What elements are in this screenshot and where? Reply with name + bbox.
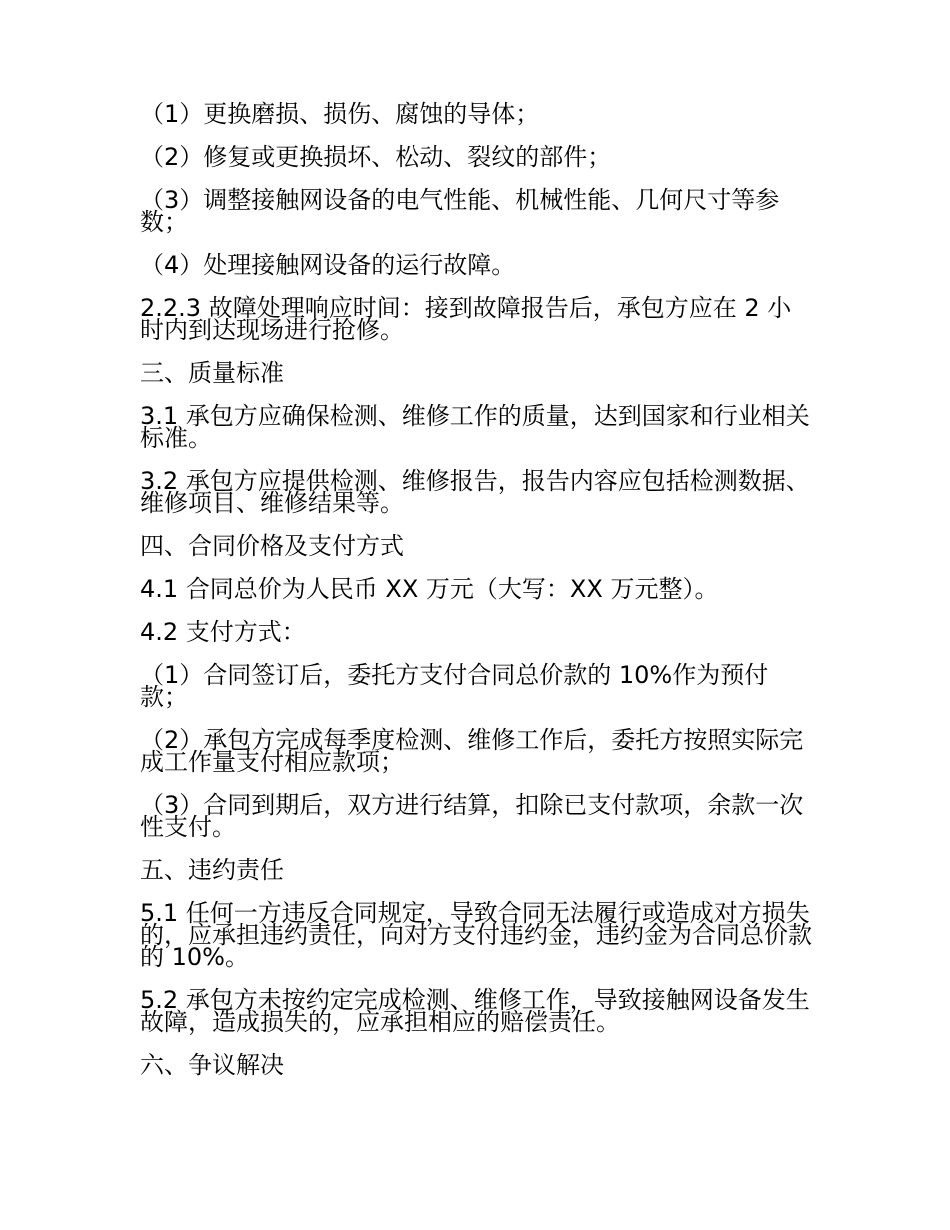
payment-item-quarterly: （2）承包方完成每季度检测、维修工作后，委托方按照实际完成工作量支付相应款项； — [140, 726, 804, 776]
payment-item-advance: （1）合同签订后，委托方支付合同总价款的 10%作为预付款； — [140, 661, 769, 711]
section-heading-price-payment: 四、合同价格及支付方式 — [140, 532, 404, 560]
document-body — [140, 100, 812, 1097]
section-heading-dispute: 六、争议解决 — [140, 1051, 284, 1079]
list-item-replace-conductor: （1）更换磨损、损伤、腐蚀的导体； — [140, 100, 540, 128]
list-item-handle-faults: （4）处理接触网设备的运行故障。 — [140, 251, 516, 279]
clause-2-2-3: 2.2.3 故障处理响应时间：接到故障报告后，承包方应在 2 小时内到达现场进行抢修。 — [140, 294, 792, 344]
list-item-adjust-parameters: （3）调整接触网设备的电气性能、机械性能、几何尺寸等参数； — [140, 186, 780, 236]
clause-3-1: 3.1 承包方应确保检测、维修工作的质量，达到国家和行业相关标准。 — [140, 402, 810, 452]
clause-4-1: 4.1 合同总价为人民币 XX 万元（大写：XX 万元整）。 — [140, 575, 719, 603]
list-item-repair-parts: （2）修复或更换损坏、松动、裂纹的部件； — [140, 143, 612, 171]
clause-5-2: 5.2 承包方未按约定完成检测、维修工作，导致接触网设备发生故障，造成损失的，应承担相应的赔偿责任。 — [140, 986, 810, 1036]
clause-3-2: 3.2 承包方应提供检测、维修报告，报告内容应包括检测数据、维修项目、维修结果等。 — [140, 467, 810, 517]
clause-4-2: 4.2 支付方式： — [140, 618, 306, 646]
payment-item-final: （3）合同到期后，双方进行结算，扣除已支付款项，余款一次性支付。 — [140, 791, 804, 841]
section-heading-liability: 五、违约责任 — [140, 856, 284, 884]
section-heading-quality: 三、质量标准 — [140, 359, 284, 387]
clause-5-1: 5.1 任何一方违反合同规定，导致合同无法履行或造成对方损失的，应承担违约责任，向对方支付违约金，违约金为合同总价款的 10%。 — [140, 899, 812, 971]
